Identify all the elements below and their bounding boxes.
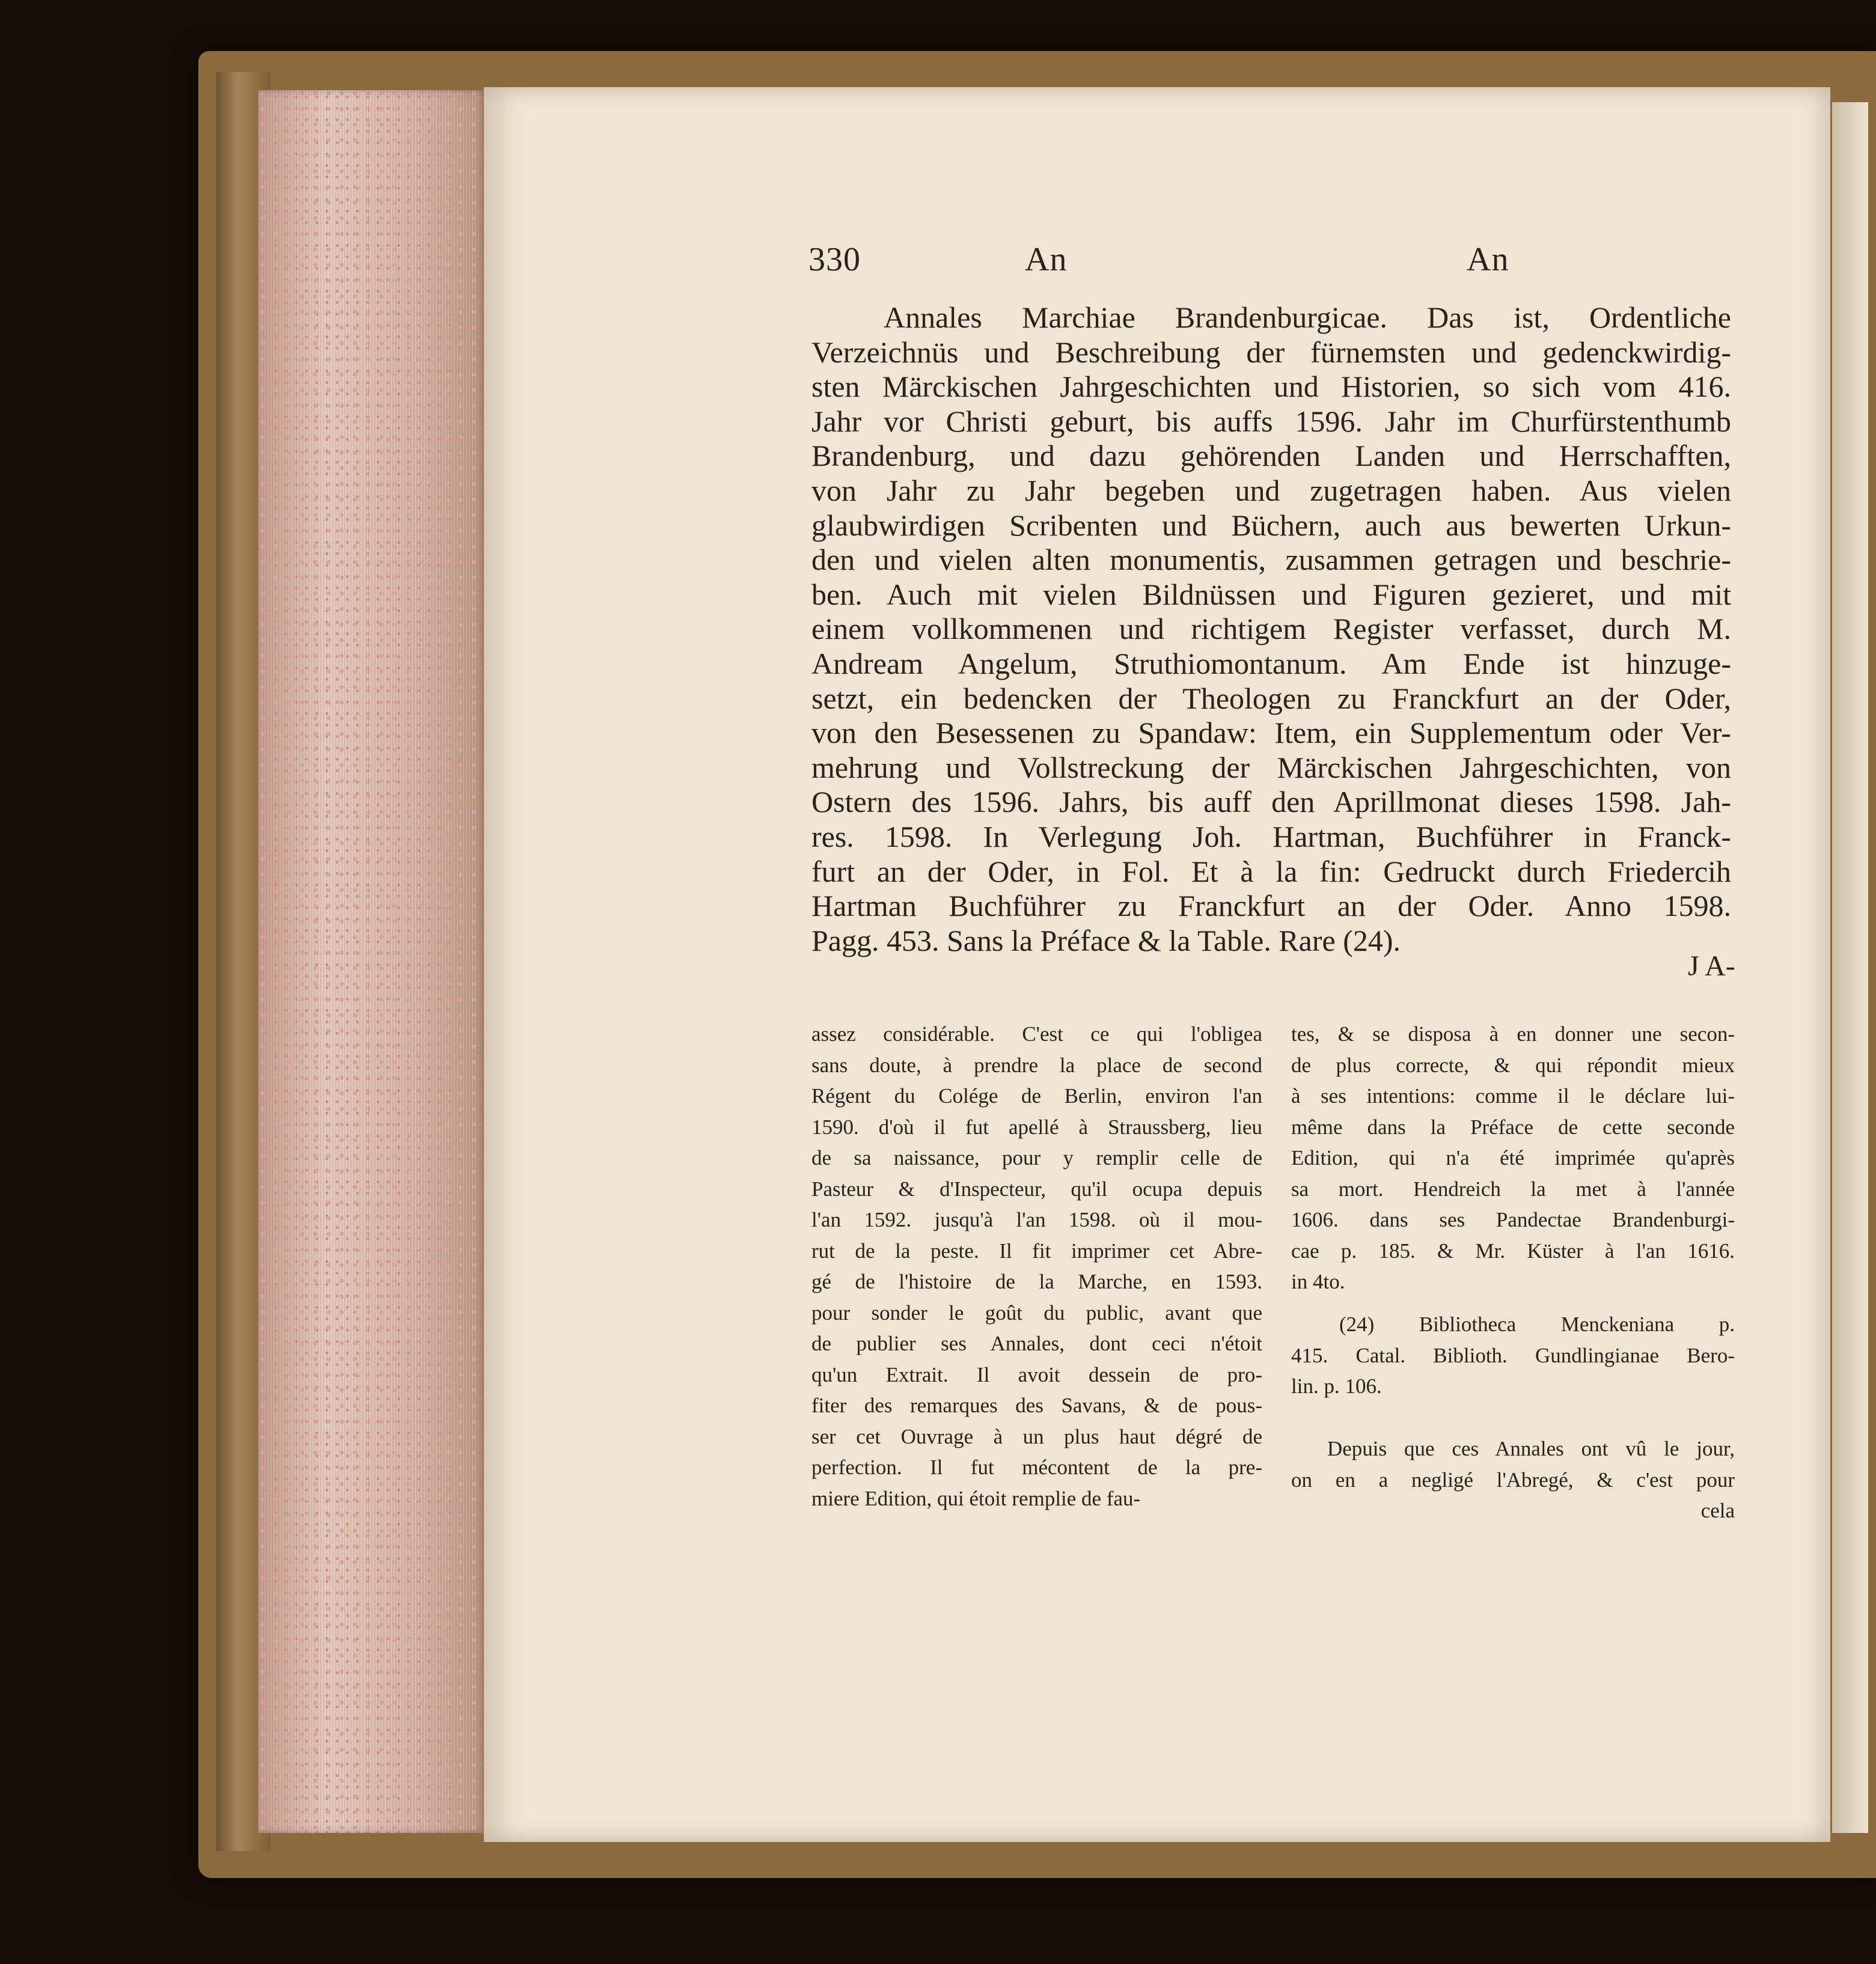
entry-line: Verzeichnüs und Beschreibung der fürnemsten und gedenckwirdig-	[811, 335, 1731, 369]
entry-line: res. 1598. In Verlegung Joh. Hartman, Buchführer in Franck-	[811, 819, 1731, 853]
running-head-right: An	[1467, 241, 1509, 278]
running-head-left: An	[1025, 241, 1068, 278]
final-line: cela	[1700, 1499, 1735, 1522]
right-column-line: même dans la Préface de cette seconde	[1291, 1115, 1735, 1139]
final-line: Depuis que ces Annales ont vû le jour,	[1327, 1437, 1735, 1460]
entry-line: Annales Marchiae Brandenburgicae. Das ist, Ordentliche	[884, 300, 1731, 334]
right-column-line: à ses intentions: comme il le déclare lui-	[1291, 1084, 1735, 1108]
footnote	[1291, 1309, 1735, 1402]
page-number: 330	[808, 241, 861, 278]
left-column-line: rut de la peste. Il fit imprimer cet Abre-	[811, 1239, 1262, 1263]
left-column-line: l'an 1592. jusqu'à l'an 1598. où il mou-	[811, 1208, 1262, 1231]
entry-line: Brandenburg, und dazu gehörenden Landen und Herrschafften,	[811, 439, 1731, 473]
entry-line: ben. Auch mit vielen Bildnüssen und Figuren gezieret, und mit	[811, 577, 1731, 611]
footnote-line: lin. p. 106.	[1291, 1374, 1382, 1398]
footnote-line: 415. Catal. Biblioth. Gundlingianae Bero-	[1291, 1343, 1735, 1367]
entry-line: Hartman Buchführer zu Franckfurt an der Oder. Anno 1598.	[811, 889, 1731, 923]
left-column-line: qu'un Extrait. Il avoit dessein de pro-	[811, 1362, 1262, 1386]
left-column-line: assez considérable. C'est ce qui l'obligea	[811, 1022, 1262, 1046]
right-column-line: Edition, qui n'a été imprimée qu'après	[1291, 1146, 1735, 1170]
page-fore-edge	[258, 90, 487, 1833]
entry-line: den und vielen alten monumentis, zusammen getragen und beschrie-	[811, 543, 1731, 577]
entry-line: Ostern des 1596. Jahrs, bis auff den Aprillmonat dieses 1598. Jah-	[811, 785, 1731, 819]
right-column-line: cae p. 185. & Mr. Küster à l'an 1616.	[1291, 1239, 1735, 1263]
entry-line: mehrung und Vollstreckung der Märckischen Jahrgeschichten, von	[811, 750, 1731, 784]
left-column-line: gé de l'histoire de la Marche, en 1593.	[811, 1270, 1262, 1293]
left-column-line: ser cet Ouvrage à un plus haut dégré de	[811, 1424, 1262, 1448]
main-entry	[811, 300, 1731, 958]
entry-line: furt an der Oder, in Fol. Et à la fin: Gedruckt durch Friedercih	[811, 854, 1731, 888]
left-column-line: 1590. d'où il fut apellé à Straussberg, lieu	[811, 1115, 1262, 1139]
left-column-line: Pasteur & d'Inspecteur, qu'il ocupa depuis	[811, 1177, 1262, 1201]
right-column-line: de plus correcte, & qui répondit mieux	[1291, 1053, 1735, 1077]
entry-line: glaubwirdigen Scribenten und Büchern, auch aus bewerten Urkun-	[811, 508, 1731, 542]
left-column-line: sans doute, à prendre la place de second	[811, 1053, 1262, 1077]
left-column	[811, 1019, 1262, 1514]
catchword: J A-	[1688, 950, 1735, 982]
left-column-line: perfection. Il fut mécontent de la pre-	[811, 1456, 1262, 1479]
footnote-line: (24) Bibliotheca Menckeniana p.	[1339, 1313, 1735, 1336]
entry-line: von Jahr zu Jahr begeben und zugetragen haben. Aus vielen	[811, 473, 1731, 507]
right-column	[1291, 1019, 1735, 1298]
right-column-line: tes, & se disposa à en donner une secon-	[1291, 1022, 1735, 1046]
right-column-line: sa mort. Hendreich la met à l'année	[1291, 1177, 1735, 1201]
final-paragraph	[1291, 1433, 1735, 1526]
right-column-line: in 4to.	[1291, 1270, 1345, 1293]
right-column-line: 1606. dans ses Pandectae Brandenburgi-	[1291, 1208, 1735, 1231]
entry-line: Pagg. 453. Sans la Préface & la Table. Rare (24).	[811, 923, 1401, 957]
entry-line: Jahr vor Christi geburt, bis auffs 1596. Jahr im Churfürstenthumb	[811, 404, 1731, 438]
entry-line: sten Märckischen Jahrgeschichten und Historien, so sich vom 416.	[811, 370, 1731, 404]
final-line: on en a negligé l'Abregé, & c'est pour	[1291, 1468, 1735, 1492]
left-column-line: Régent du Colége de Berlin, environ l'an	[811, 1084, 1262, 1108]
left-column-line: miere Edition, qui étoit remplie de fau-	[811, 1486, 1141, 1510]
left-column-line: de sa naissance, pour y remplir celle de	[811, 1146, 1262, 1170]
entry-line: setzt, ein bedencken der Theologen zu Franckfurt an der Oder,	[811, 681, 1731, 715]
entry-line: von den Besessenen zu Spandaw: Item, ein Supplementum oder Ver-	[811, 716, 1731, 750]
entry-line: einem vollkommenen und richtigem Register verfasset, durch M.	[811, 612, 1731, 646]
entry-line: Andream Angelum, Struthiomontanum. Am Ende ist hinzuge-	[811, 646, 1731, 680]
next-page-sliver	[1832, 102, 1868, 1833]
left-column-line: pour sonder le goût du public, avant que	[811, 1301, 1262, 1325]
left-column-line: de publier ses Annales, dont ceci n'étoit	[811, 1332, 1262, 1355]
left-column-line: fiter des remarques des Savans, & de pous-	[811, 1394, 1262, 1417]
